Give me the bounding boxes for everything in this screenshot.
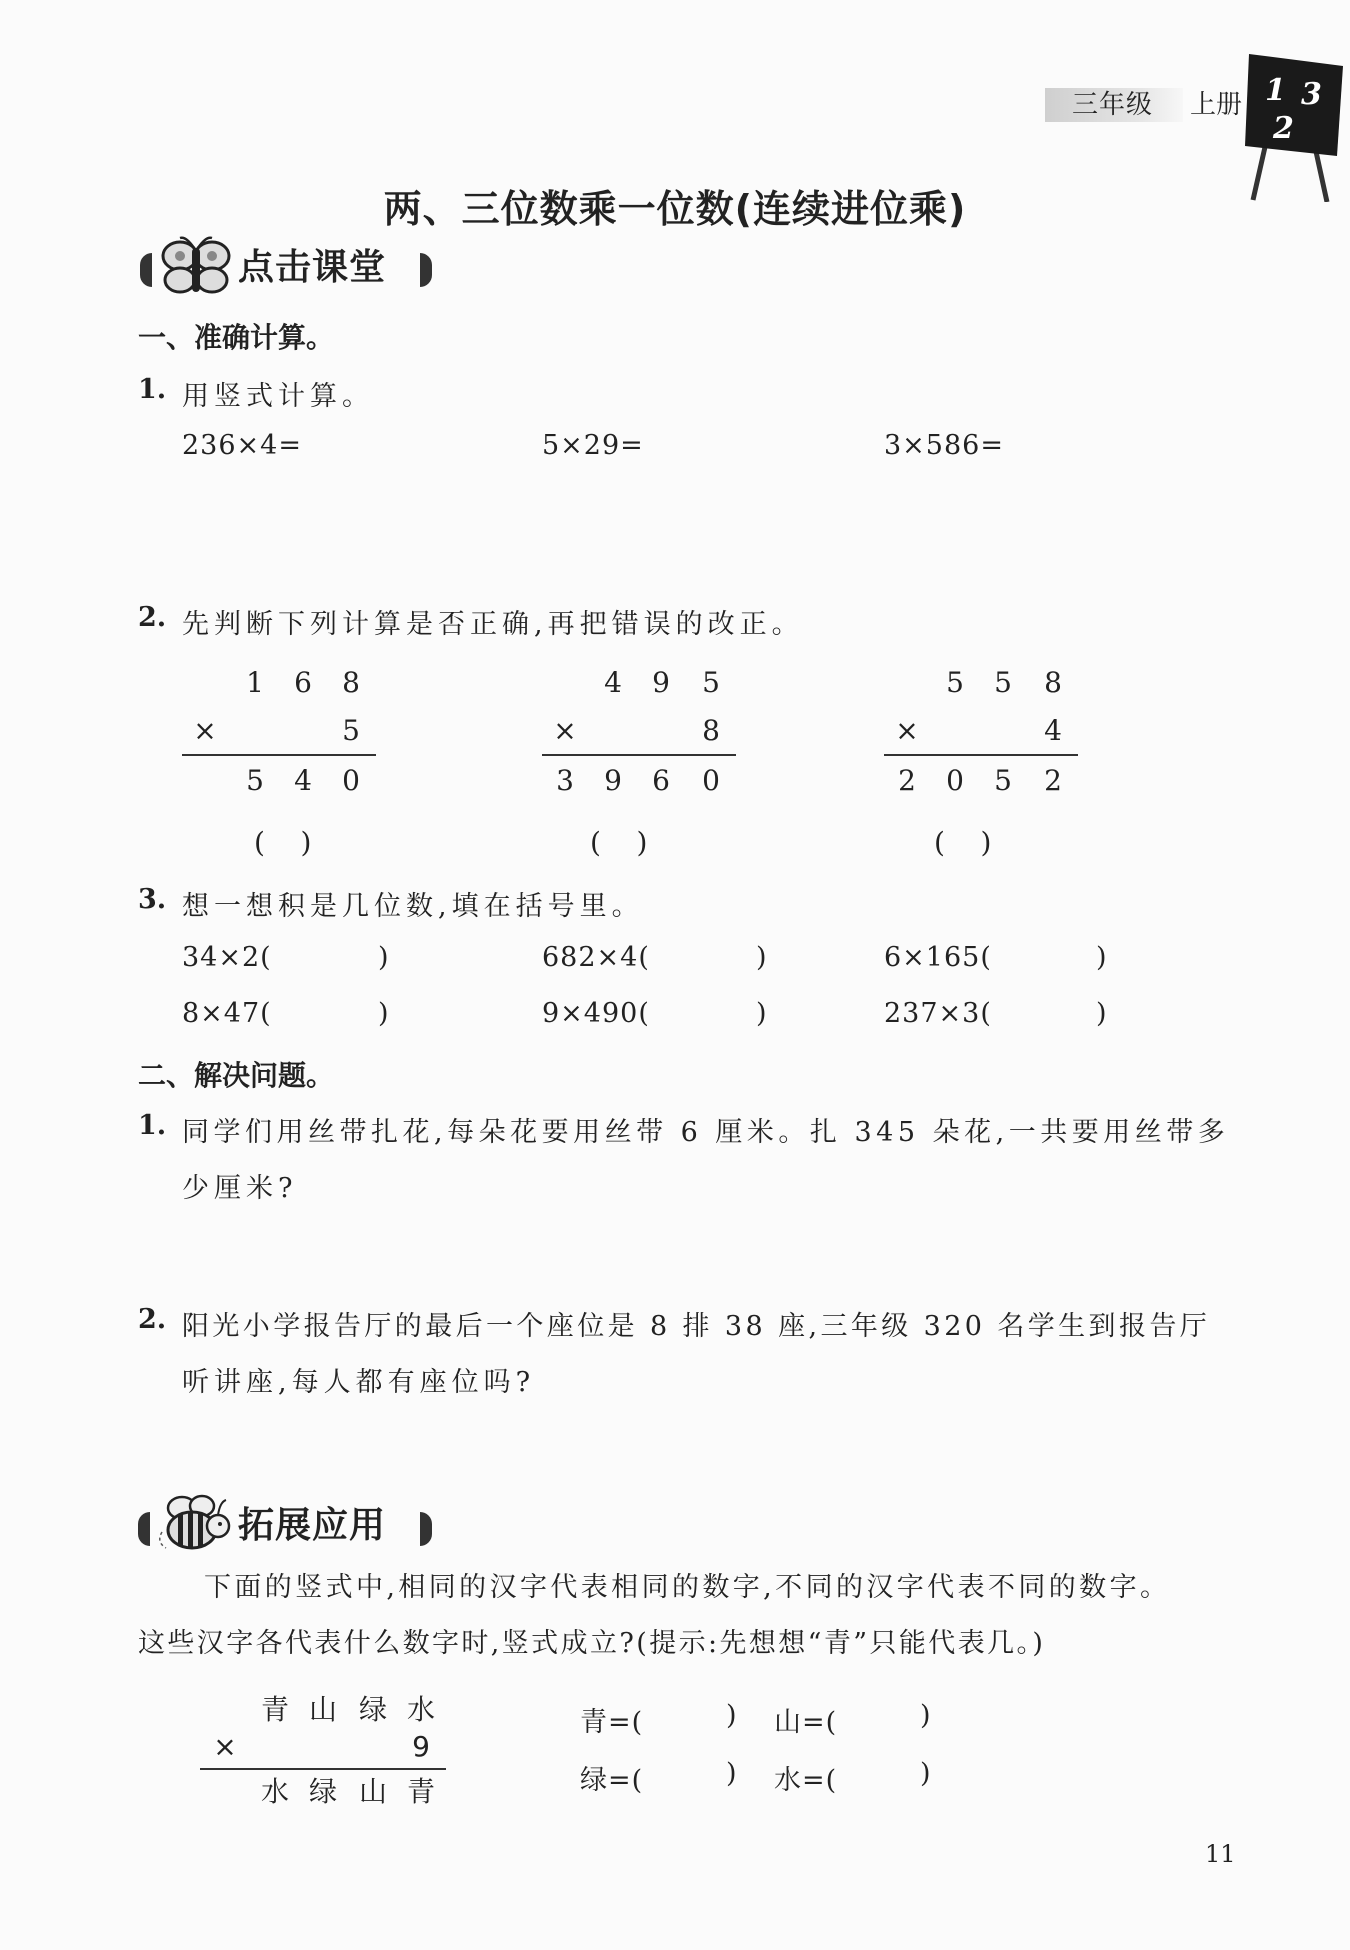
answer-qing-close[interactable]: ) xyxy=(726,1700,738,1731)
q2-number: 2. xyxy=(138,602,167,633)
banner-left-cap xyxy=(138,1512,150,1546)
digits-question: 6×165( xyxy=(884,942,992,973)
banner-left-cap xyxy=(140,253,152,287)
part1-heading: 一、准确计算。 xyxy=(138,321,335,354)
digit: 9 xyxy=(604,764,622,797)
digit: 4 xyxy=(294,764,312,797)
digit: 4 xyxy=(1044,714,1062,747)
digit: 5 xyxy=(946,666,964,699)
q2-text: 先判断下列计算是否正确,再把错误的改正。 xyxy=(182,609,804,640)
digits-question: 9×490( xyxy=(542,998,650,1029)
calc-rule xyxy=(182,754,376,756)
digits-answer-close[interactable]: ) xyxy=(1096,998,1108,1029)
q1-expr-1: 236×4= xyxy=(182,430,302,461)
answer-qing: 青=( xyxy=(580,1707,644,1738)
times-sign: × xyxy=(193,714,217,747)
puzzle-multiplier: 9 xyxy=(412,1730,430,1763)
digits-answer-close[interactable]: ) xyxy=(756,942,768,973)
calc-rule xyxy=(884,754,1078,756)
digit: 4 xyxy=(604,666,622,699)
judge-answer-blank[interactable]: ( ) xyxy=(254,826,312,859)
digits-answer-close[interactable]: ) xyxy=(378,998,390,1029)
bee-icon xyxy=(154,1488,234,1558)
answer-shan-close[interactable]: ) xyxy=(920,1700,932,1731)
times-sign: × xyxy=(895,714,919,747)
page-number: 11 xyxy=(1205,1840,1236,1868)
digit: 6 xyxy=(294,666,312,699)
digit: 9 xyxy=(652,666,670,699)
digit: 0 xyxy=(702,764,720,797)
p2-line2: 听讲座,每人都有座位吗? xyxy=(182,1367,536,1398)
digit: 8 xyxy=(702,714,720,747)
puzzle-char: 青 xyxy=(260,1693,289,1726)
butterfly-icon xyxy=(158,234,234,300)
digit: 3 xyxy=(556,764,574,797)
extension-line1: 下面的竖式中,相同的汉字代表相同的数字,不同的汉字代表不同的数字。 xyxy=(204,1572,1171,1603)
puzzle-char: 绿 xyxy=(358,1693,387,1726)
digit: 0 xyxy=(342,764,360,797)
q1-expr-2: 5×29= xyxy=(542,430,644,461)
p1-line1: 同学们用丝带扎花,每朵花要用丝带 6 厘米。扎 345 朵花,一共要用丝带多 xyxy=(182,1117,1230,1148)
digit: 6 xyxy=(652,764,670,797)
digit: 2 xyxy=(1044,764,1062,797)
puzzle-char: 绿 xyxy=(308,1775,337,1808)
digit: 5 xyxy=(246,764,264,797)
section-banner-extension: 拓展应用 xyxy=(238,1505,387,1546)
q3-number: 3. xyxy=(138,884,167,915)
digits-question: 34×2( xyxy=(182,942,272,973)
book-label: 上册 xyxy=(1190,90,1243,120)
puzzle-char: 青 xyxy=(406,1775,435,1808)
digits-answer-close[interactable]: ) xyxy=(378,942,390,973)
puzzle-char: 水 xyxy=(406,1693,435,1726)
times-sign: × xyxy=(553,714,577,747)
digit: 5 xyxy=(702,666,720,699)
answer-shui-close[interactable]: ) xyxy=(920,1758,932,1789)
digits-question: 237×3( xyxy=(884,998,992,1029)
digit: 0 xyxy=(946,764,964,797)
digit: 1 xyxy=(246,666,264,699)
digit: 8 xyxy=(1044,666,1062,699)
p2-line1: 阳光小学报告厅的最后一个座位是 8 排 38 座,三年级 320 名学生到报告厅 xyxy=(182,1311,1211,1342)
answer-lv-close[interactable]: ) xyxy=(726,1758,738,1789)
digit: 2 xyxy=(898,764,916,797)
p1-number: 1. xyxy=(138,1110,167,1141)
digits-question: 8×47( xyxy=(182,998,272,1029)
puzzle-char: 山 xyxy=(358,1775,387,1808)
digit: 8 xyxy=(342,666,360,699)
digits-answer-close[interactable]: ) xyxy=(756,998,768,1029)
answer-shan: 山=( xyxy=(774,1707,838,1738)
digit: 5 xyxy=(342,714,360,747)
q3-text: 想一想积是几位数,填在括号里。 xyxy=(182,891,644,922)
digits-question: 682×4( xyxy=(542,942,650,973)
part2-heading: 二、解决问题。 xyxy=(138,1059,335,1092)
section-banner-classroom: 点击课堂 xyxy=(238,247,387,288)
q1-number: 1. xyxy=(138,374,167,405)
judge-answer-blank[interactable]: ( ) xyxy=(590,826,648,859)
board-digit-3: 3 xyxy=(1301,77,1322,112)
board-digit-2: 2 xyxy=(1273,111,1294,146)
puzzle-char: 山 xyxy=(308,1693,337,1726)
q1-text: 用竖式计算。 xyxy=(182,381,374,412)
answer-lv: 绿=( xyxy=(580,1765,644,1796)
calc-rule xyxy=(542,754,736,756)
times-sign: × xyxy=(213,1730,237,1763)
p1-line2: 少厘米? xyxy=(182,1173,298,1204)
q1-expr-3: 3×586= xyxy=(884,430,1004,461)
answer-shui: 水=( xyxy=(774,1765,838,1796)
judge-answer-blank[interactable]: ( ) xyxy=(934,826,992,859)
digit: 5 xyxy=(994,666,1012,699)
page-title: 两、三位数乘一位数(连续进位乘) xyxy=(383,187,967,231)
banner-right-cap xyxy=(420,1512,432,1546)
puzzle-char: 水 xyxy=(260,1775,289,1808)
banner-right-cap xyxy=(420,253,432,287)
board-digit-1: 1 xyxy=(1265,73,1286,108)
digit: 5 xyxy=(994,764,1012,797)
grade-label: 三年级 xyxy=(1072,90,1154,120)
p2-number: 2. xyxy=(138,1304,167,1335)
digits-answer-close[interactable]: ) xyxy=(1096,942,1108,973)
extension-line2: 这些汉字各代表什么数字时,竖式成立?(提示:先想想“青”只能代表几。) xyxy=(138,1628,1046,1659)
